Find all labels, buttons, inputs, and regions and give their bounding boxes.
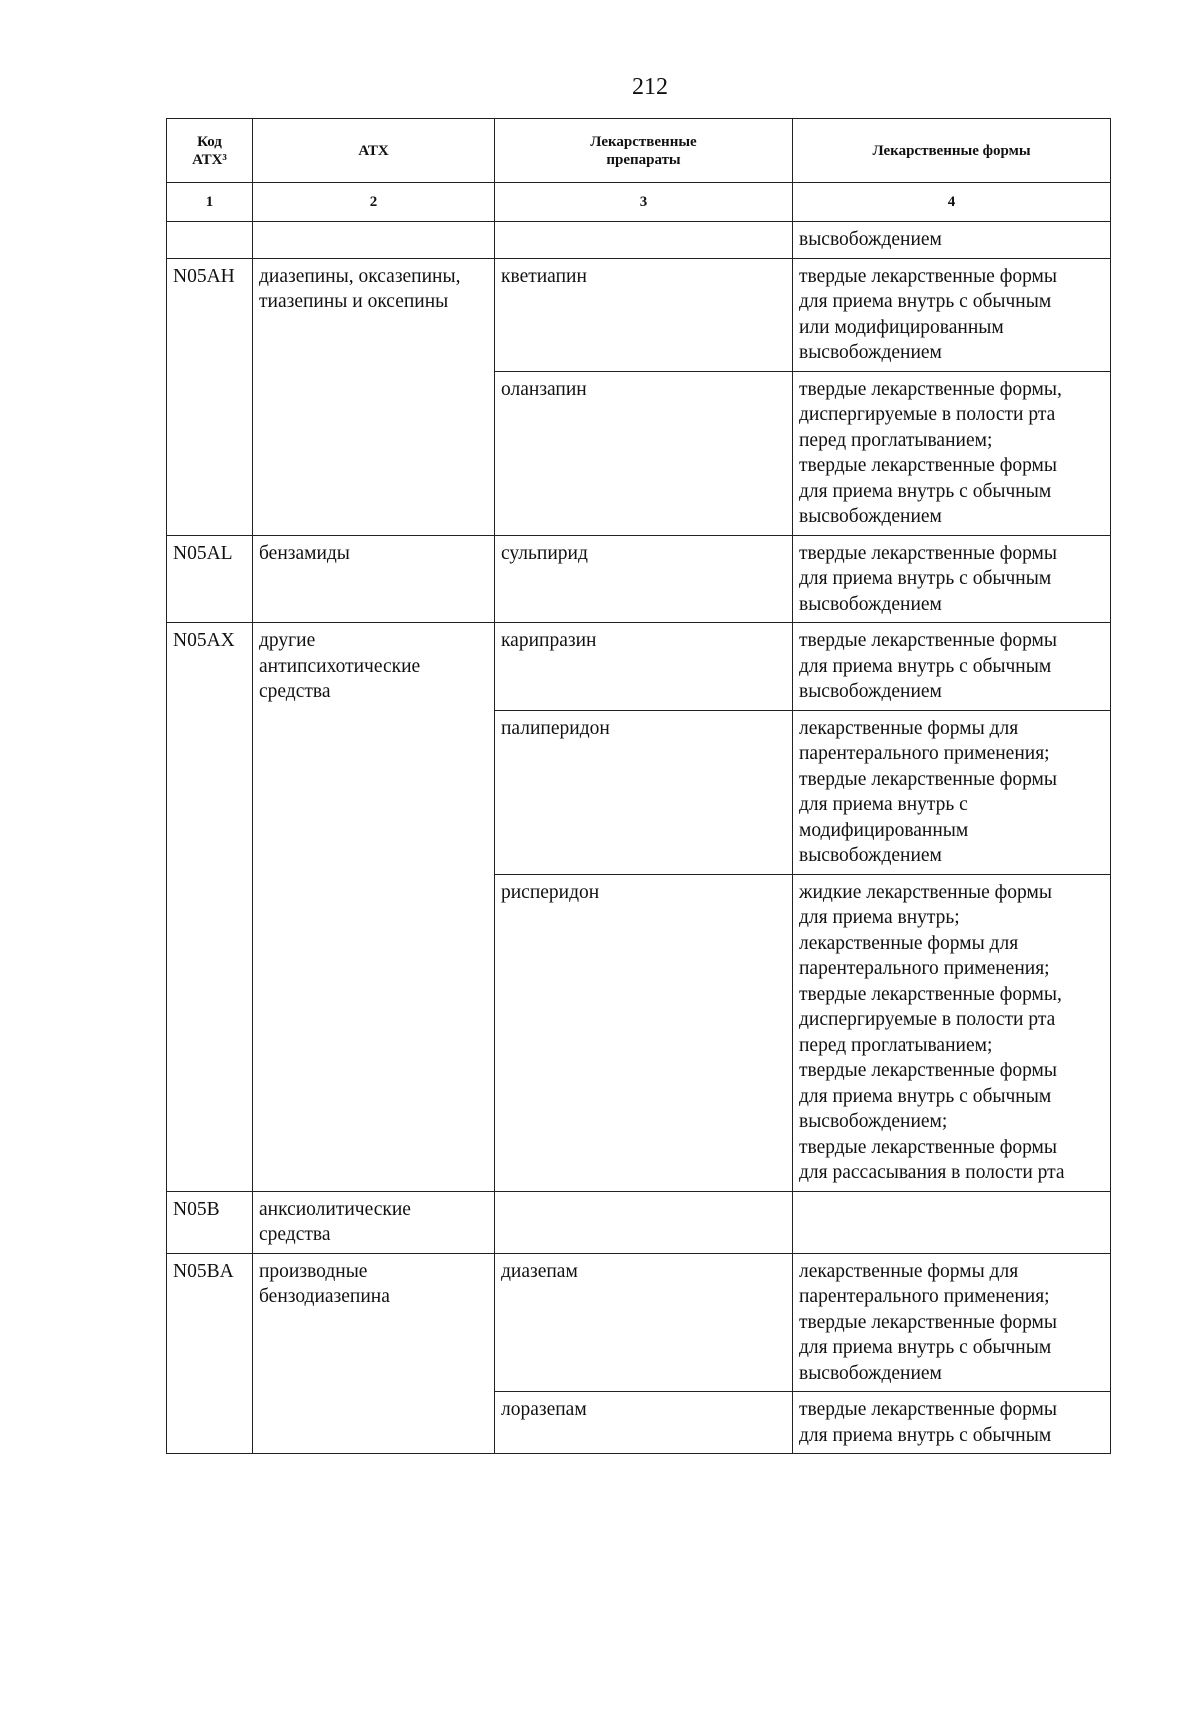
dosage-form-cell: лекарственные формы для парентерального применения; твердые лекарственные формы для приема внутрь с обычным высвобождением xyxy=(793,1253,1111,1392)
header-atx: АТХ xyxy=(253,119,495,183)
atx-name-cell: другие антипсихотические средства xyxy=(253,623,495,1192)
drug-name-cell: оланзапин xyxy=(495,371,793,535)
drug-name-cell: сульпирид xyxy=(495,535,793,623)
table-row xyxy=(167,1191,1111,1253)
atx-code-cell xyxy=(167,222,253,259)
atx-code-cell: N05AL xyxy=(167,535,253,623)
column-number-row xyxy=(167,183,1111,222)
column-number: 4 xyxy=(793,183,1111,222)
atx-name-cell: бензамиды xyxy=(253,535,495,623)
atx-name-cell: производные бензодиазепина xyxy=(253,1253,495,1454)
dosage-form-cell: жидкие лекарственные формы для приема внутрь; лекарственные формы для парентерального применения; твердые лекарственные формы, диспергируемые в полости рта перед проглатыванием; твердые лекарственные формы для приема внутрь с обычным высвобождением; твердые лекарственные формы для рассасывания в полости рта xyxy=(793,874,1111,1191)
dosage-form-cell: твердые лекарственные формы, диспергируемые в полости рта перед проглатыванием; твердые лекарственные формы для приема внутрь с обычным высвобождением xyxy=(793,371,1111,535)
drug-name-cell: рисперидон xyxy=(495,874,793,1191)
dosage-form-cell: твердые лекарственные формы для приема внутрь с обычным высвобождением xyxy=(793,623,1111,711)
header-drugs: Лекарственные препараты xyxy=(495,119,793,183)
dosage-form-cell: твердые лекарственные формы для приема внутрь с обычным или модифицированным высвобождением xyxy=(793,258,1111,371)
table-row xyxy=(167,258,1111,371)
dosage-form-cell: высвобождением xyxy=(793,222,1111,259)
column-number: 1 xyxy=(167,183,253,222)
page-number: 212 xyxy=(632,74,668,100)
dosage-form-cell xyxy=(793,1191,1111,1253)
atx-name-cell: анксиолитические средства xyxy=(253,1191,495,1253)
atx-name-cell xyxy=(253,222,495,259)
table-row xyxy=(167,1253,1111,1392)
drug-name-cell xyxy=(495,222,793,259)
table-row xyxy=(167,623,1111,711)
atx-name-cell: диазепины, оксазепины, тиазепины и оксепины xyxy=(253,258,495,535)
drug-name-cell: лоразепам xyxy=(495,1392,793,1454)
drug-name-cell: кветиапин xyxy=(495,258,793,371)
drug-name-cell: диазепам xyxy=(495,1253,793,1392)
atx-code-cell: N05AX xyxy=(167,623,253,1192)
drug-name-cell: карипразин xyxy=(495,623,793,711)
column-number: 3 xyxy=(495,183,793,222)
drug-name-cell xyxy=(495,1191,793,1253)
dosage-form-cell: твердые лекарственные формы для приема внутрь с обычным высвобождением xyxy=(793,535,1111,623)
atx-code-cell: N05AH xyxy=(167,258,253,535)
dosage-form-cell: лекарственные формы для парентерального применения; твердые лекарственные формы для приема внутрь с модифицированным высвобождением xyxy=(793,710,1111,874)
table-row xyxy=(167,535,1111,623)
header-atx-code: Код АТХ³ xyxy=(167,119,253,183)
table-header-row xyxy=(167,119,1111,183)
dosage-form-cell: твердые лекарственные формы для приема внутрь с обычным xyxy=(793,1392,1111,1454)
table-row xyxy=(167,222,1111,259)
column-number: 2 xyxy=(253,183,495,222)
atx-drug-table xyxy=(166,118,1111,1454)
atx-code-cell: N05B xyxy=(167,1191,253,1253)
atx-code-cell: N05BA xyxy=(167,1253,253,1454)
header-dosage-forms: Лекарственные формы xyxy=(793,119,1111,183)
drug-name-cell: палиперидон xyxy=(495,710,793,874)
